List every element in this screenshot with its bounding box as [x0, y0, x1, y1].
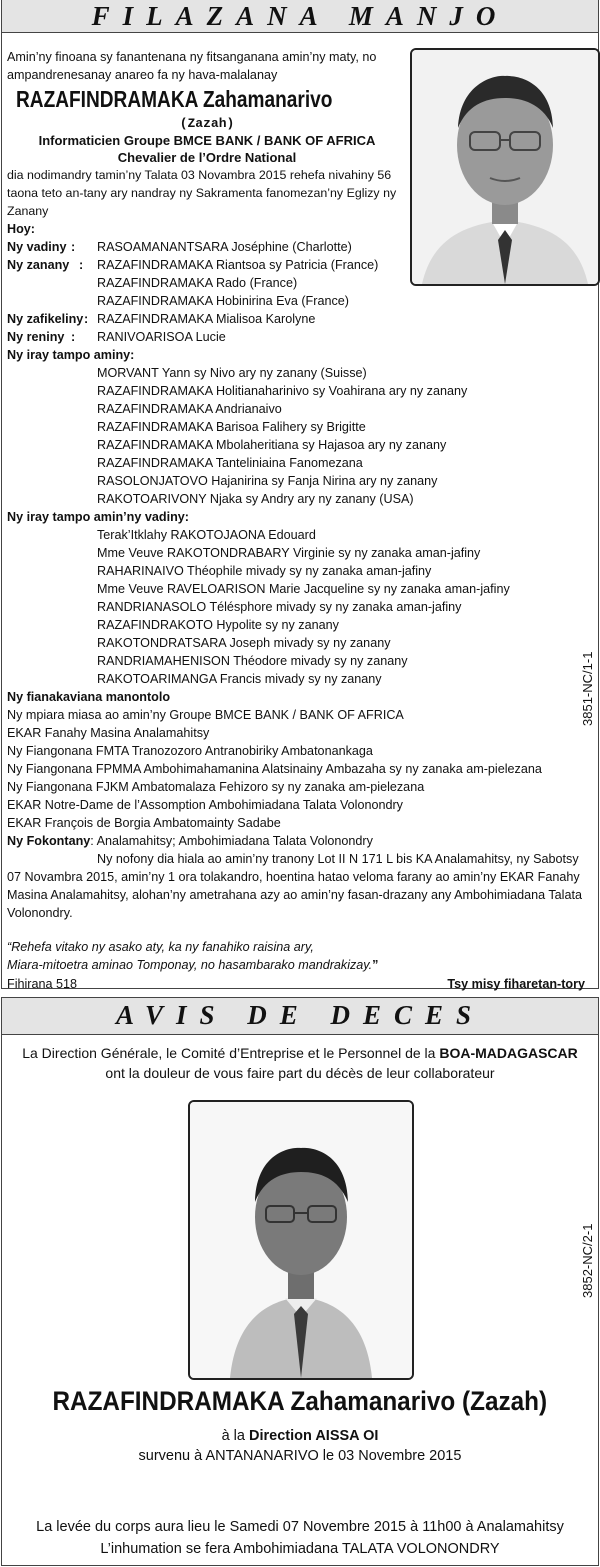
portrait-photo-drawing	[190, 1102, 412, 1378]
reference-code: 3851-NC/1-1	[580, 651, 595, 726]
quote-close: ”	[372, 958, 379, 972]
deceased-name: RAZAFINDRAMAKA Zahamanarivo	[16, 86, 333, 112]
child-1: RAZAFINDRAMAKA Riantsoa sy Patricia (France)	[97, 258, 379, 272]
grandchild-row	[7, 310, 595, 328]
other-mourner: EKAR Fanahy Masina Analamahitsy	[7, 726, 210, 740]
notice-footer	[7, 974, 595, 994]
job-title: Informaticien Groupe BMCE BANK / BANK OF AFRICA	[38, 133, 376, 148]
other-mourner: Ny Fiangonana FMTA Tranozozoro Antranobiriky Ambatonankaga	[7, 744, 373, 758]
position-prefix: à la	[221, 1428, 249, 1444]
position-block	[2, 1426, 598, 1466]
funeral-block	[2, 1516, 598, 1560]
portrait-photo	[188, 1100, 414, 1380]
reference-code: 3852-NC/2-1	[580, 1223, 595, 1298]
intro-text: La Direction Générale, le Comité d’Entreprise et le Personnel de la	[22, 1045, 440, 1061]
in-law-item: RANDRIANASOLO Télésphore mivady sy ny zanaka aman-jafiny	[97, 600, 462, 614]
grandchild-value: RAZAFINDRAMAKA Mialisoa Karolyne	[97, 312, 316, 326]
french-death-notice	[1, 997, 599, 1566]
other-mourner: Ny mpiara miasa ao amin’ny Groupe BMCE BANK / BANK OF AFRICA	[7, 708, 404, 722]
fokontany-value: : Analamahitsy; Ambohimiadana Talata Volonondry	[90, 834, 373, 848]
quote	[7, 938, 595, 974]
children-label: Ny zanany	[7, 258, 70, 272]
mother-label: Ny reniny	[7, 330, 65, 344]
burial-line: L’inhumation se fera Ambohimiadana TALATA VOLONONDRY	[100, 1541, 500, 1557]
in-law-item: Mme Veuve RAVELOARISON Marie Jacqueline sy ny zanaka aman-jafiny	[97, 582, 510, 596]
nickname: (Zazah)	[179, 116, 235, 131]
wake-line: La levée du corps aura lieu le Samedi 07 Novembre 2015 à 11h00 à Analamahitsy	[36, 1519, 564, 1535]
children-sep: :	[79, 258, 84, 272]
spouse-value: RASOAMANANTSARA Joséphine (Charlotte)	[97, 240, 352, 254]
death-announcement: dia nodimandry tamin’ny Talata 03 Novambra 2015 rehefa nivahiny 56 taona teto an-tany ary nandray ny Sakramenta fanomezan’ny Eglizy ny Zanany	[7, 168, 397, 218]
intro-line-2: ont la douleur de vous faire part du décès de leur collaborateur	[105, 1065, 495, 1081]
spouse-sep: :	[71, 240, 76, 254]
in-law-item: RAZAFINDRAKOTO Hypolite sy ny zanany	[97, 618, 339, 632]
sibling-item: RAZAFINDRAMAKA Andrianaivo	[97, 402, 282, 416]
mother-sep: :	[71, 330, 76, 344]
grandchild-sep: :	[84, 312, 89, 326]
notice-title: FILAZANA MANJO	[2, 0, 598, 33]
death-line: survenu à ANTANANARIVO le 03 Novembre 2015	[138, 1448, 462, 1464]
quote-line-1: “Rehefa vitako ny asako aty, ka ny fanahiko raisina ary,	[7, 940, 314, 954]
in-law-item: Mme Veuve RAKOTONDRABARY Virginie sy ny zanaka aman-jafiny	[97, 546, 481, 560]
spouse-label: Ny vadiny	[7, 240, 67, 254]
child-2: RAZAFINDRAMAKA Rado (France)	[97, 276, 298, 290]
hymn-number: Fihirana 518	[7, 977, 78, 991]
sibling-item: MORVANT Yann sy Nivo ary ny zanany (Suisse)	[97, 366, 367, 380]
in-law-item: RANDRIAMAHENISON Théodore mivady sy ny zanany	[97, 654, 408, 668]
notice-body	[7, 48, 595, 994]
sibling-item: RAZAFINDRAMAKA Tanteliniaina Fanomezana	[97, 456, 363, 470]
other-mourner: EKAR François de Borgia Ambatomainty Sadabe	[7, 816, 281, 830]
deceased-name-text: RAZAFINDRAMAKA Zahamanarivo (Zazah)	[52, 1386, 548, 1416]
mother-value: RANIVOARISOA Lucie	[97, 330, 226, 344]
siblings-label: Ny iray tampo aminy:	[7, 348, 135, 362]
funeral-details: Ny nofony dia hiala ao amin’ny tranony Lot II N 171 L bis KA Analamahitsy, ny Sabotsy 07 Novambra 2015, amin’ny 1 ora tolakandro, hoentina hatao veloma farany ao amin’ny EKAR Fanahy Masina Analamahitsy, alohan’ny ametrahana azy ao amin’ny fasan-drazany any Ambohimiadana Talata Volonondry.	[7, 852, 582, 920]
mother-row	[7, 328, 595, 346]
quote-line-2: Miara-mitoetra aminao Tomponay, no hasambarako mandrakizay.	[7, 958, 373, 972]
in-law-item: RAKOTONDRATSARA Joseph mivady sy ny zanany	[97, 636, 391, 650]
malagasy-death-notice	[1, 0, 599, 989]
sibling-item: RAKOTOARIVONY Njaka sy Andry ary ny zanany (USA)	[97, 492, 414, 506]
hoy-label: Hoy:	[7, 222, 35, 236]
spouse-row	[7, 238, 595, 256]
in-law-item: RAKOTOARIMANGA Francis mivady sy ny zanany	[97, 672, 382, 686]
other-mourner: Ny Fiangonana FJKM Ambatomalaza Fehizoro sy ny zanaka am-pielezana	[7, 780, 425, 794]
in-law-item: Terak’Itklahy RAKOTOJAONA Edouard	[97, 528, 316, 542]
other-mourner: EKAR Notre-Dame de l’Assomption Ambohimiadana Talata Volonondry	[7, 798, 403, 812]
family-label: Ny fianakaviana manontolo	[7, 690, 171, 704]
intro-text: Amin’ny finoana sy fanantenana ny fitsanganana amin’ny maty, no ampandrenesanay anareo fa ny hava-malalanay	[7, 50, 377, 82]
children-row	[7, 256, 595, 274]
deceased-name	[2, 1384, 598, 1418]
fokontany-label: Ny Fokontany	[7, 834, 91, 848]
child-3: RAZAFINDRAMAKA Hobinirina Eva (France)	[97, 294, 349, 308]
in-laws-label: Ny iray tampo amin’ny vadiny:	[7, 510, 189, 524]
sibling-item: RAZAFINDRAMAKA Barisoa Falihery sy Brigitte	[97, 420, 366, 434]
other-mourner: Ny Fiangonana FPMMA Ambohimahamanina Alatsinainy Ambazaha sy ny zanaka am-pielezana	[7, 762, 542, 776]
sibling-item: RAZAFINDRAMAKA Mbolaheritiana sy Hajasoa ary ny zanany	[97, 438, 447, 452]
position-name: Direction AISSA OI	[248, 1428, 379, 1444]
sibling-item: RAZAFINDRAMAKA Holitianaharinivo sy Voahirana ary ny zanany	[97, 384, 468, 398]
notice-intro	[2, 1043, 598, 1083]
sibling-item: RASOLONJATOVO Hajanirina sy Fanja Nirina ary ny zanany	[97, 474, 438, 488]
company-name: BOA-MADAGASCAR	[439, 1045, 578, 1061]
fokontany-row	[7, 832, 595, 850]
in-law-item: RAHARINAIVO Théophile mivady sy ny zanaka aman-jafiny	[97, 564, 432, 578]
notice-title: AVIS DE DECES	[2, 998, 598, 1035]
no-condolence-note: Tsy misy fiharetan-tory	[447, 977, 585, 991]
grandchild-label: Ny zafikeliny	[7, 312, 84, 326]
honor-title: Chevalier de l’Ordre National	[117, 150, 297, 165]
